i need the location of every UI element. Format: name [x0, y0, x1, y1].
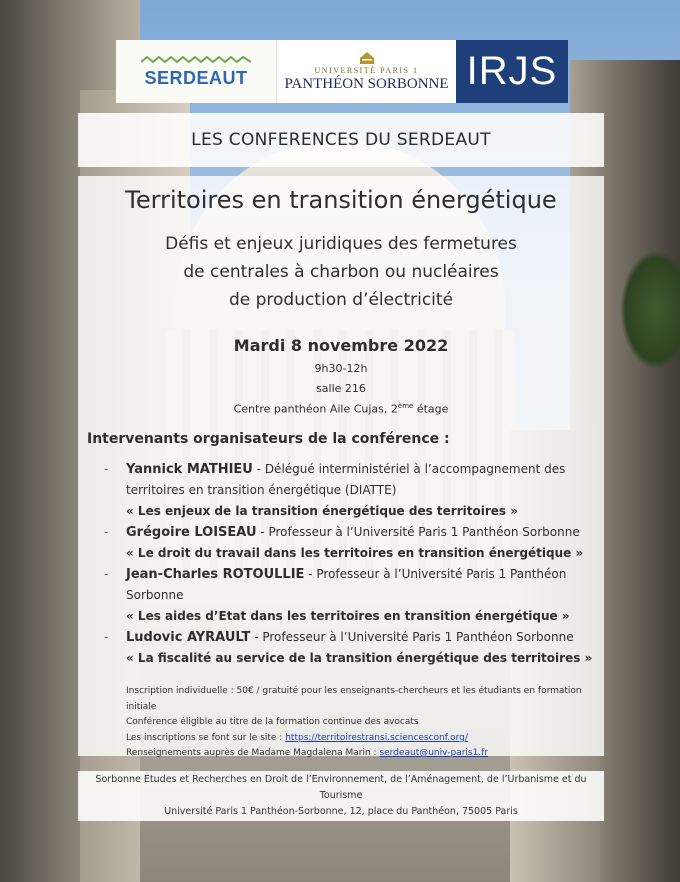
speaker-name: Jean-Charles ROTOULLIE [126, 567, 305, 582]
footer-address: Université Paris 1 Panthéon-Sorbonne, 12, place du Panthéon, 75005 Paris [164, 806, 518, 817]
university-name: PANTHÉON SORBONNE [284, 75, 449, 92]
subtitle-line: Défis et enjeux juridiques des fermetures [165, 234, 517, 254]
speaker-item [104, 522, 594, 564]
registration-link[interactable]: https://territoirestransi.sciencesconf.org/ [285, 732, 468, 743]
irjs-wordmark: IRJS [466, 49, 558, 93]
talk-title: « Les enjeux de la transition énergétique des territoires » [126, 504, 518, 518]
talk-title: « Le droit du travail dans les territoires en transition énergétique » [126, 546, 584, 560]
crown-icon [358, 51, 376, 65]
registration-label: Les inscriptions se font sur le site : [126, 732, 286, 743]
registration-line [126, 731, 596, 747]
speaker-item [104, 459, 594, 522]
accreditation-line: Conférence éligible au titre de la formation continue des avocats [126, 717, 419, 727]
place-main: Centre panthéon Aile Cujas, 2 [233, 402, 398, 416]
dash-bullet: - [104, 525, 109, 539]
serdeaut-wave-icon [141, 54, 251, 66]
contact-email-link[interactable]: serdeaut@univ-paris1.fr [379, 748, 489, 758]
talk-title: « La fiscalité au service de la transition énergétique des territoires » [126, 651, 593, 665]
event-time: 9h30-12h [314, 362, 368, 375]
practical-info [126, 684, 596, 762]
talk-title: « Les aides d’Etat dans les territoires en transition énergétique » [126, 609, 570, 623]
event-room: salle 216 [316, 382, 366, 395]
dash-bullet: - [104, 462, 109, 476]
series-title: LES CONFERENCES DU SERDEAUT [191, 130, 491, 150]
speaker-item [104, 627, 594, 669]
speakers-list [104, 459, 594, 669]
pantheon-sorbonne-logo [277, 40, 456, 103]
contact-line [126, 746, 596, 762]
event-place [78, 402, 604, 416]
main-panel [78, 176, 604, 756]
fee-line: Inscription individuelle : 50€ / gratuité pour les enseignants-chercheurs et les étudiants en formation initiale [126, 686, 582, 712]
event-date: Mardi 8 novembre 2022 [233, 336, 449, 355]
series-header [78, 113, 604, 167]
contact-label: Renseignements auprès de Madame Magdalena Marin : [126, 748, 380, 758]
speaker-name: Ludovic AYRAULT [126, 630, 251, 645]
speaker-role: - Professeur à l’Université Paris 1 Panthéon Sorbonne [126, 567, 567, 602]
speaker-item [104, 564, 594, 627]
subtitle [78, 230, 604, 314]
subtitle-line: de production d’électricité [228, 290, 454, 310]
tree-foliage [620, 250, 680, 370]
serdeaut-logo [116, 40, 277, 103]
speaker-role: - Délégué interministériel à l’accompagnement des territoires en transition énergétique (DIATTE) [126, 462, 566, 497]
footer [78, 771, 604, 821]
speaker-role: - Professeur à l’Université Paris 1 Panthéon Sorbonne [250, 630, 574, 644]
page-title: Territoires en transition énergétique [125, 186, 557, 214]
serdeaut-wordmark: SERDEAUT [144, 68, 248, 88]
dash-bullet: - [104, 630, 109, 644]
irjs-logo [456, 40, 568, 103]
place-superscript: ème [397, 402, 414, 410]
logo-bar [116, 40, 568, 103]
speaker-role: - Professeur à l’Université Paris 1 Panthéon Sorbonne [256, 525, 580, 539]
university-label: UNIVERSITÉ PARIS 1 [314, 65, 419, 75]
subtitle-line: de centrales à charbon ou nucléaires [183, 262, 499, 282]
dash-bullet: - [104, 567, 109, 581]
footer-organization: Sorbonne Etudes et Recherches en Droit de l’Environnement, de l’Aménagement, de l’Urbanisme et du Tourisme [95, 774, 587, 801]
speaker-name: Grégoire LOISEAU [126, 525, 257, 540]
speakers-heading: Intervenants organisateurs de la conférence : [87, 431, 450, 447]
speaker-name: Yannick MATHIEU [126, 462, 253, 477]
place-tail: étage [413, 402, 449, 416]
